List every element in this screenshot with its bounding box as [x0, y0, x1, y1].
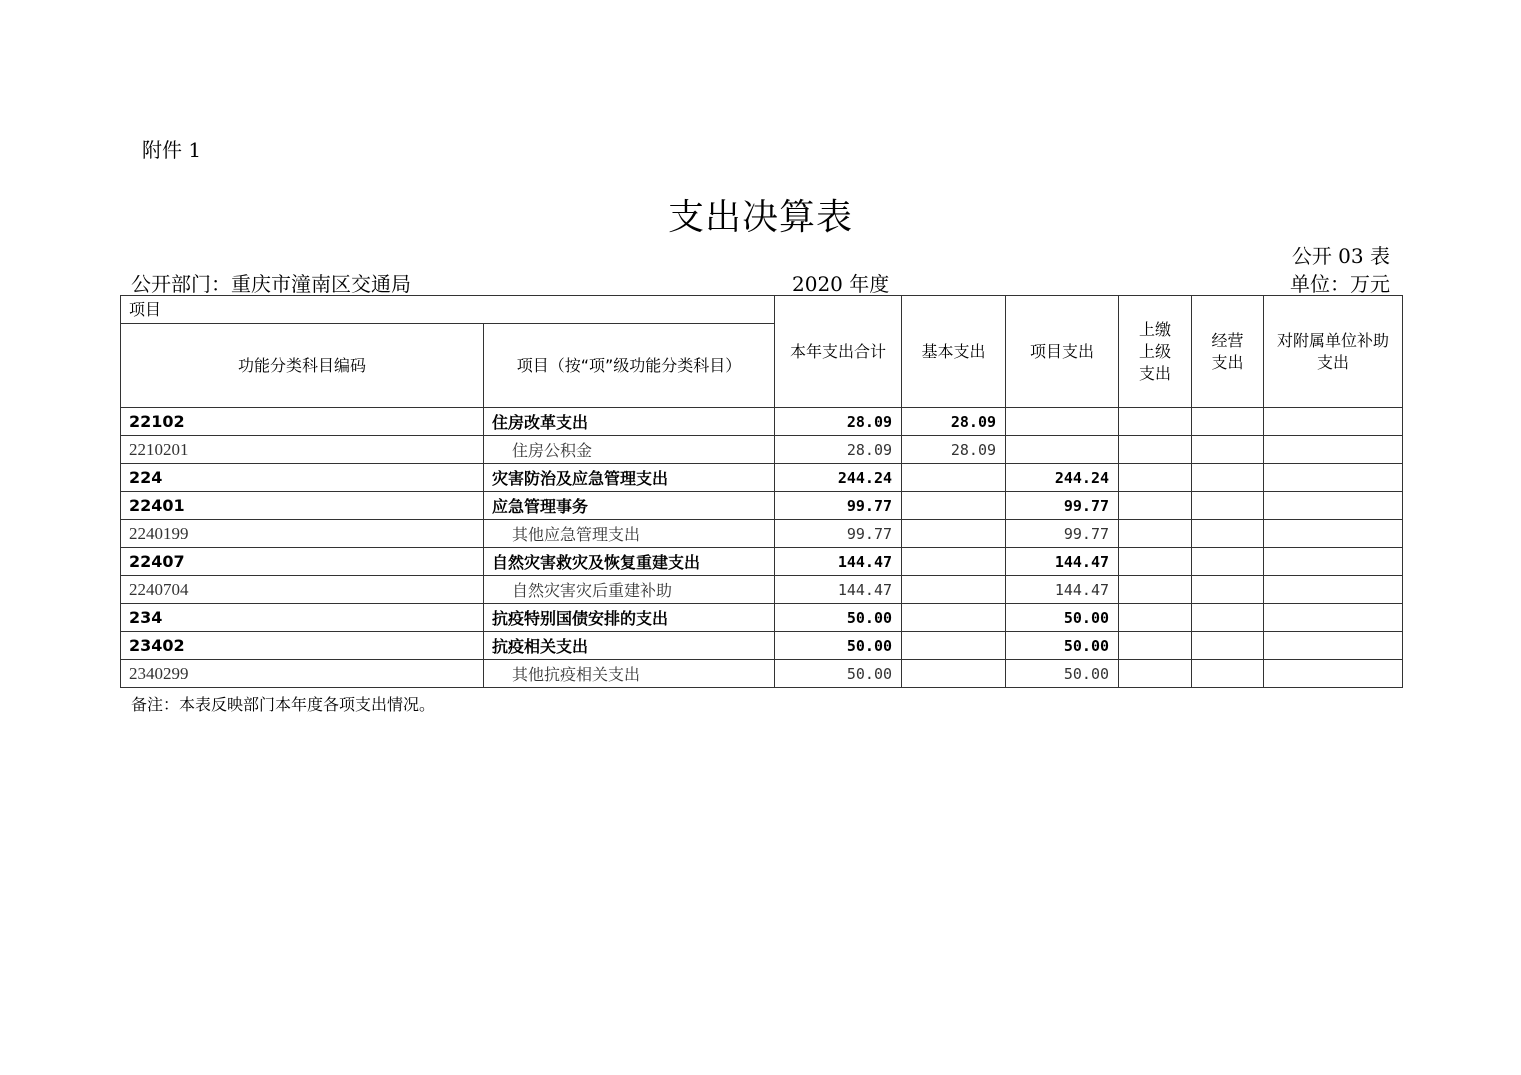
header-upper [1119, 296, 1192, 408]
cell-project [1006, 436, 1119, 464]
cell-upper [1119, 492, 1192, 520]
cell-code: 2240704 [121, 576, 484, 604]
cell-upper [1119, 464, 1192, 492]
cell-upper [1119, 548, 1192, 576]
cell-total: 50.00 [775, 604, 902, 632]
header-business [1192, 296, 1264, 408]
cell-subsidiary [1264, 408, 1403, 436]
table-row [121, 436, 1403, 464]
table-row [121, 548, 1403, 576]
cell-upper [1119, 576, 1192, 604]
cell-code: 2210201 [121, 436, 484, 464]
header-total-text: 本年支出合计 [790, 341, 887, 361]
table-row [121, 632, 1403, 660]
footnote: 备注：本表反映部门本年度各项支出情况。 [131, 695, 436, 714]
cell-project: 50.00 [1006, 660, 1119, 688]
cell-subsidiary [1264, 436, 1403, 464]
cell-code: 2240199 [121, 520, 484, 548]
cell-total: 50.00 [775, 660, 902, 688]
cell-upper [1119, 632, 1192, 660]
cell-project: 144.47 [1006, 548, 1119, 576]
cell-business [1192, 408, 1264, 436]
cell-subsidiary [1264, 492, 1403, 520]
cell-name: 抗疫特别国债安排的支出 [484, 604, 775, 632]
cell-basic: 28.09 [902, 436, 1006, 464]
fiscal-year: 2020 年度 [792, 272, 890, 296]
cell-total: 28.09 [775, 408, 902, 436]
cell-basic: 28.09 [902, 408, 1006, 436]
cell-business [1192, 632, 1264, 660]
header-project: 项目支出 [1006, 296, 1119, 408]
table-row [121, 520, 1403, 548]
cell-total: 99.77 [775, 520, 902, 548]
cell-basic [902, 464, 1006, 492]
cell-name: 其他应急管理支出 [484, 520, 775, 548]
cell-total: 144.47 [775, 576, 902, 604]
cell-name: 灾害防治及应急管理支出 [484, 464, 775, 492]
cell-project: 50.00 [1006, 604, 1119, 632]
cell-name: 应急管理事务 [484, 492, 775, 520]
cell-total: 99.77 [775, 492, 902, 520]
table-row [121, 464, 1403, 492]
expenditure-table [120, 295, 1403, 688]
cell-business [1192, 576, 1264, 604]
cell-name: 住房公积金 [484, 436, 775, 464]
cell-total: 50.00 [775, 632, 902, 660]
cell-total: 28.09 [775, 436, 902, 464]
cell-name: 抗疫相关支出 [484, 632, 775, 660]
cell-business [1192, 520, 1264, 548]
department-label: 公开部门：重庆市潼南区交通局 [131, 272, 411, 296]
cell-name: 其他抗疫相关支出 [484, 660, 775, 688]
cell-upper [1119, 604, 1192, 632]
cell-subsidiary [1264, 604, 1403, 632]
cell-business [1192, 604, 1264, 632]
cell-subsidiary [1264, 632, 1403, 660]
cell-business [1192, 660, 1264, 688]
cell-subsidiary [1264, 660, 1403, 688]
table-row [121, 408, 1403, 436]
header-business-text: 经营支出 [1211, 330, 1244, 372]
cell-basic [902, 632, 1006, 660]
cell-code: 234 [121, 604, 484, 632]
cell-upper [1119, 408, 1192, 436]
cell-project: 244.24 [1006, 464, 1119, 492]
cell-subsidiary [1264, 520, 1403, 548]
table-row [121, 576, 1403, 604]
cell-total: 144.47 [775, 548, 902, 576]
table-row [121, 492, 1403, 520]
header-subsidiary-text: 对附属单位补助支出 [1277, 330, 1390, 372]
cell-code: 22407 [121, 548, 484, 576]
header-name: 项目（按“项”级功能分类科目） [484, 324, 775, 408]
cell-basic [902, 604, 1006, 632]
cell-basic [902, 492, 1006, 520]
cell-project: 50.00 [1006, 632, 1119, 660]
cell-subsidiary [1264, 464, 1403, 492]
cell-code: 2340299 [121, 660, 484, 688]
table-row [121, 604, 1403, 632]
cell-basic [902, 548, 1006, 576]
cell-total: 244.24 [775, 464, 902, 492]
form-number: 公开 03 表 [1291, 244, 1390, 268]
cell-project: 99.77 [1006, 492, 1119, 520]
header-upper-text: 上缴上级支出 [1139, 319, 1172, 383]
header-item: 项目 [121, 296, 775, 324]
attachment-label: 附件 1 [142, 138, 202, 162]
cell-basic [902, 660, 1006, 688]
cell-code: 22401 [121, 492, 484, 520]
header-basic: 基本支出 [902, 296, 1006, 408]
cell-subsidiary [1264, 548, 1403, 576]
cell-subsidiary [1264, 576, 1403, 604]
cell-upper [1119, 660, 1192, 688]
cell-code: 22102 [121, 408, 484, 436]
cell-business [1192, 492, 1264, 520]
cell-name: 自然灾害灾后重建补助 [484, 576, 775, 604]
header-total [775, 296, 902, 408]
cell-business [1192, 464, 1264, 492]
cell-project: 144.47 [1006, 576, 1119, 604]
cell-upper [1119, 520, 1192, 548]
unit-label: 单位：万元 [1290, 272, 1390, 296]
cell-code: 224 [121, 464, 484, 492]
cell-business [1192, 548, 1264, 576]
cell-project: 99.77 [1006, 520, 1119, 548]
table-row [121, 660, 1403, 688]
cell-basic [902, 520, 1006, 548]
cell-business [1192, 436, 1264, 464]
cell-name: 自然灾害救灾及恢复重建支出 [484, 548, 775, 576]
cell-code: 23402 [121, 632, 484, 660]
header-subsidiary [1264, 296, 1403, 408]
cell-project [1006, 408, 1119, 436]
cell-name: 住房改革支出 [484, 408, 775, 436]
page-title: 支出决算表 [667, 197, 853, 238]
cell-upper [1119, 436, 1192, 464]
cell-basic [902, 576, 1006, 604]
header-code: 功能分类科目编码 [121, 324, 484, 408]
